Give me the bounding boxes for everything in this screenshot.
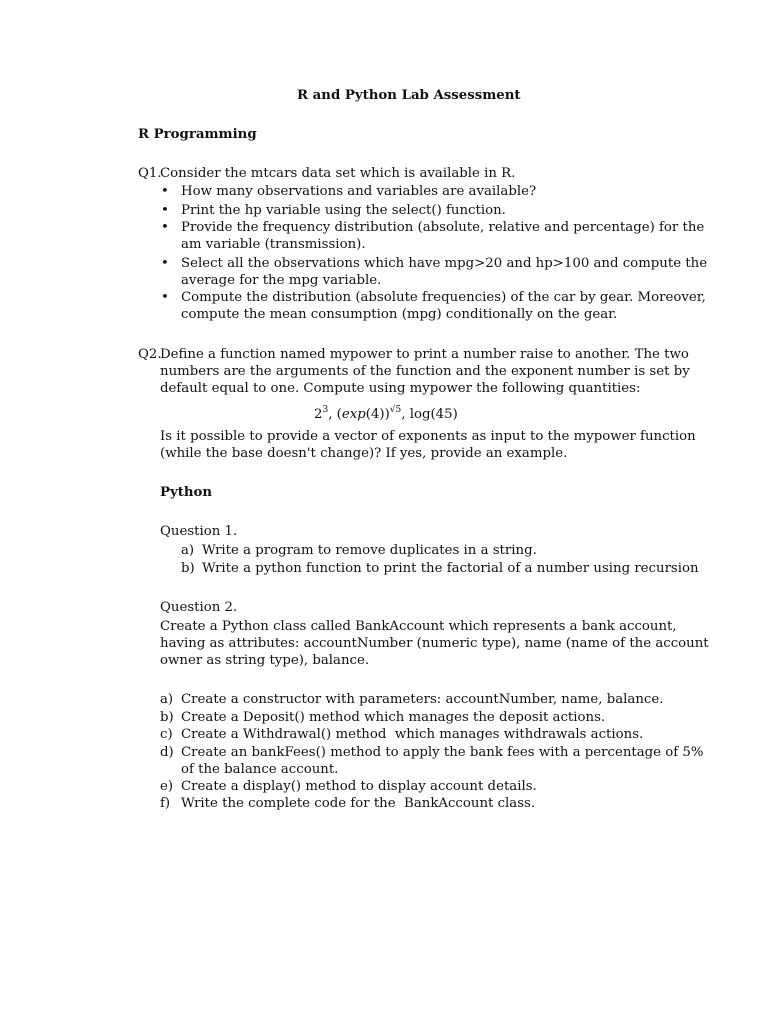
document-title: R and Python Lab Assessment bbox=[297, 88, 521, 103]
q1-bullet-5-line-1: Compute the distribution (absolute frequencies) of the car by gear. Moreover, bbox=[181, 290, 706, 305]
q1-bullet-1: How many observations and variables are available? bbox=[181, 184, 537, 199]
python-q2-item-b: Create a Deposit() method which manages the deposit actions. bbox=[181, 710, 606, 725]
python-q2-line-1: Create a Python class called BankAccount which represents a bank account, bbox=[160, 619, 677, 634]
python-question-2-label: Question 2. bbox=[160, 600, 238, 615]
q1-bullet-5-line-2: compute the mean consumption (mpg) conditionally on the gear. bbox=[181, 307, 618, 322]
list-marker: d) bbox=[160, 745, 174, 760]
list-marker: a) bbox=[181, 543, 195, 558]
list-marker: c) bbox=[160, 727, 173, 742]
python-q2-item-e: Create a display() method to display account details. bbox=[181, 779, 537, 794]
formula-function: exp bbox=[341, 407, 366, 422]
formula-close-paren: ) bbox=[384, 407, 390, 422]
python-q2-item-f: Write the complete code for the BankAccount class. bbox=[181, 796, 536, 811]
python-q1-item-b: Write a python function to print the factorial of a number using recursion bbox=[202, 561, 699, 576]
formula-base: 2 bbox=[314, 407, 323, 422]
bullet-marker: • bbox=[161, 203, 169, 218]
q1-bullet-2: Print the hp variable using the select() function. bbox=[181, 203, 506, 218]
q1-bullet-4-line-2: average for the mpg variable. bbox=[181, 273, 382, 288]
python-q2-item-d-line-1: Create an bankFees() method to apply the bank fees with a percentage of 5% bbox=[181, 745, 704, 760]
r-programming-heading: R Programming bbox=[138, 127, 257, 142]
formula-argument: (4) bbox=[365, 407, 385, 422]
list-marker: a) bbox=[160, 692, 174, 707]
python-q2-item-c: Create a Withdrawal() method which manages withdrawals actions. bbox=[181, 727, 644, 742]
q2-line-3: default equal to one. Compute using mypower the following quantities: bbox=[160, 381, 641, 396]
q1-intro: Consider the mtcars data set which is available in R. bbox=[160, 166, 516, 181]
python-q2-line-2: having as attributes: accountNumber (numeric type), name (name of the account bbox=[160, 636, 709, 651]
bullet-marker: • bbox=[161, 220, 169, 235]
bullet-marker: • bbox=[161, 290, 169, 305]
python-q1-item-a: Write a program to remove duplicates in a string. bbox=[202, 543, 537, 558]
list-marker: b) bbox=[181, 561, 195, 576]
q1-bullet-3-line-2: am variable (transmission). bbox=[181, 237, 366, 252]
q1-label: Q1. bbox=[138, 166, 162, 181]
q2-after-line-2: (while the base doesn't change)? If yes, provide an example. bbox=[160, 446, 568, 461]
python-heading: Python bbox=[160, 485, 213, 500]
q2-line-1: Define a function named mypower to print a number raise to another. The two bbox=[160, 347, 689, 362]
list-marker: b) bbox=[160, 710, 174, 725]
formula-separator: , ( bbox=[328, 407, 342, 422]
q2-after-line-1: Is it possible to provide a vector of exponents as input to the mypower function bbox=[160, 429, 696, 444]
formula-log-term: , log(45) bbox=[401, 407, 458, 422]
bullet-marker: • bbox=[161, 184, 169, 199]
formula-sqrt-exponent: √5 bbox=[389, 405, 402, 415]
python-question-1-label: Question 1. bbox=[160, 524, 238, 539]
bullet-marker: • bbox=[161, 256, 169, 271]
list-marker: e) bbox=[160, 779, 174, 794]
q2-line-2: numbers are the arguments of the function and the exponent number is set by bbox=[160, 364, 690, 379]
formula-exponent: 3 bbox=[322, 405, 329, 415]
python-q2-item-d-line-2: of the balance account. bbox=[181, 762, 339, 777]
q2-formula bbox=[314, 406, 458, 423]
q2-label: Q2. bbox=[138, 347, 162, 362]
q1-bullet-4-line-1: Select all the observations which have mpg>20 and hp>100 and compute the bbox=[181, 256, 708, 271]
list-marker: f) bbox=[160, 796, 171, 811]
python-q2-line-3: owner as string type), balance. bbox=[160, 653, 370, 668]
q1-bullet-3-line-1: Provide the frequency distribution (absolute, relative and percentage) for the bbox=[181, 220, 705, 235]
python-q2-item-a: Create a constructor with parameters: accountNumber, name, balance. bbox=[181, 692, 664, 707]
